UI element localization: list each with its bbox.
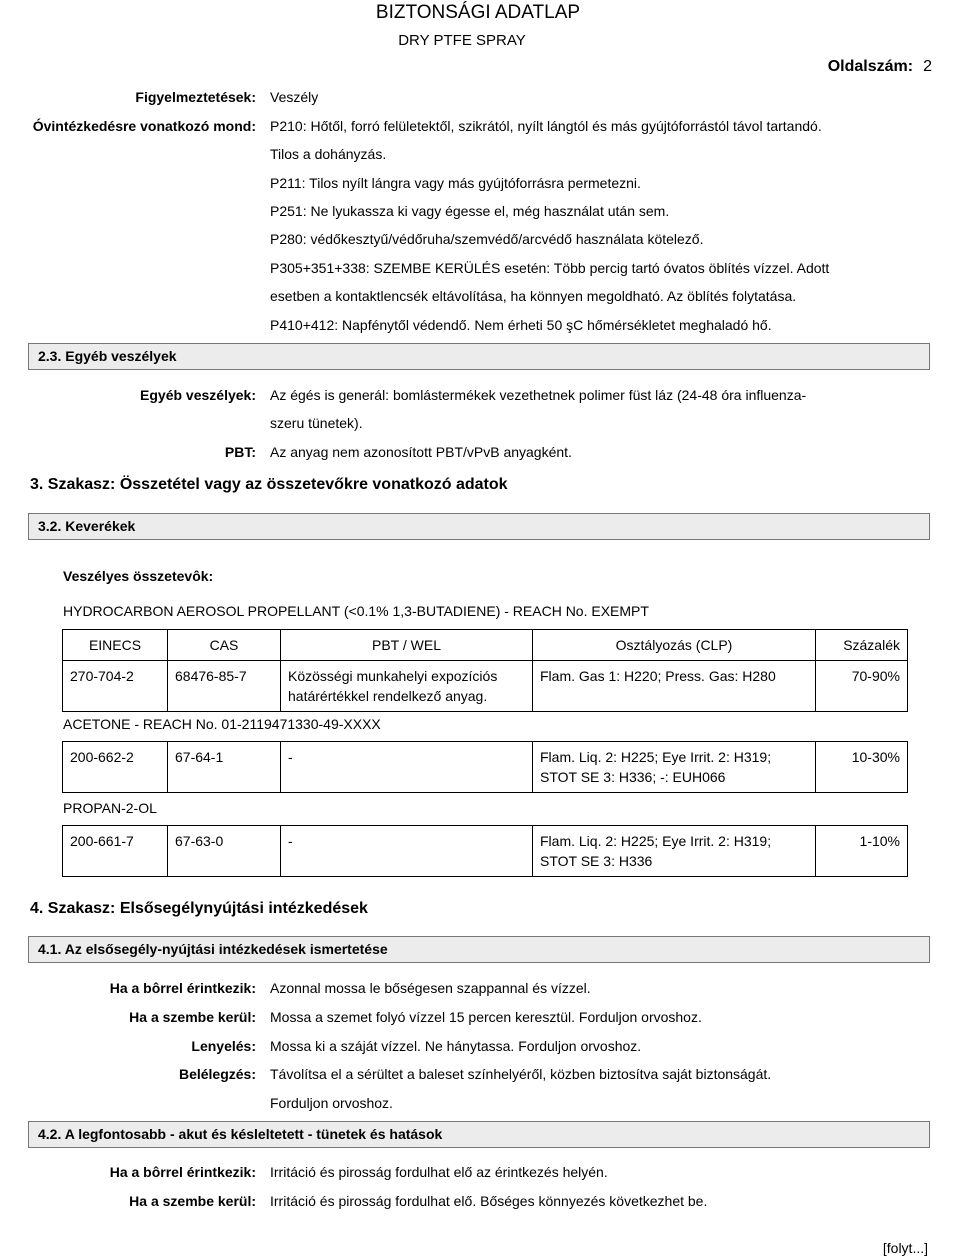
pbt-wel-cell: - bbox=[281, 826, 533, 877]
continued-marker: [folyt...] bbox=[882, 1240, 928, 1256]
first-aid-label: Belélegzés: bbox=[178, 1066, 256, 1082]
subsection-bar-4-2: 4.2. A legfontosabb - akut és késleltetett - tünetek és hatások bbox=[28, 1121, 930, 1148]
symptom-label: Ha a szembe kerül: bbox=[129, 1193, 256, 1209]
page-label: Oldalszám: bbox=[827, 58, 914, 75]
einecs-cell: 200-661-7 bbox=[63, 826, 168, 877]
component-name: ACETONE - REACH No. 01-2119471330-49-XXXX bbox=[63, 716, 381, 732]
page-number: 2 bbox=[923, 58, 932, 75]
subsection-bar-2-3: 2.3. Egyéb veszélyek bbox=[28, 343, 930, 370]
table-row bbox=[63, 826, 908, 877]
precaution-line: Tilos a dohányzás. bbox=[270, 146, 387, 162]
cas-cell: 68476-85-7 bbox=[168, 661, 281, 712]
cell-line: Flam. Liq. 2: H225; Eye Irrit. 2: H319; bbox=[540, 833, 772, 849]
percent-cell: 70-90% bbox=[816, 661, 908, 712]
first-aid-text: Azonnal mossa le bőségesen szappannal és vízzel. bbox=[270, 980, 591, 996]
composition-table bbox=[62, 741, 908, 793]
first-aid-label: Lenyelés: bbox=[191, 1038, 256, 1054]
table-header-row bbox=[63, 630, 908, 661]
column-header: EINECS bbox=[63, 630, 168, 661]
column-header: CAS bbox=[168, 630, 281, 661]
section-3-heading: 3. Szakasz: Összetétel vagy az összetevőkre vonatkozó adatok bbox=[30, 476, 508, 493]
other-hazards-line: Az égés is generál: bomlástermékek vezethetnek polimer füst láz (24-48 óra influenza- bbox=[270, 387, 807, 403]
symptom-text: Irritáció és pirosság fordulhat elő. Bőséges könnyezés következhet be. bbox=[270, 1193, 708, 1209]
column-header: PBT / WEL bbox=[281, 630, 533, 661]
column-header: Osztályozás (CLP) bbox=[533, 630, 816, 661]
symptom-label: Ha a bôrrel érintkezik: bbox=[109, 1164, 256, 1180]
cell-line: STOT SE 3: H336 bbox=[540, 853, 653, 869]
column-header: Százalék bbox=[816, 630, 908, 661]
subsection-bar-4-1: 4.1. Az elsősegély-nyújtási intézkedések ismertetése bbox=[28, 936, 930, 963]
precaution-line: P211: Tilos nyílt lángra vagy más gyújtóforrásra permetezni. bbox=[270, 175, 641, 191]
other-hazards-label: Egyéb veszélyek: bbox=[140, 387, 256, 403]
clp-cell bbox=[533, 742, 816, 793]
clp-cell bbox=[533, 826, 816, 877]
pbt-wel-cell bbox=[281, 661, 533, 712]
first-aid-text: Távolítsa el a sérültet a baleset színhelyéről, közben biztosítva saját biztonságát. bbox=[270, 1066, 772, 1082]
first-aid-label: Ha a szembe kerül: bbox=[129, 1009, 256, 1025]
clp-cell: Flam. Gas 1: H220; Press. Gas: H280 bbox=[533, 661, 816, 712]
product-name: DRY PTFE SPRAY bbox=[398, 32, 526, 49]
cell-line: STOT SE 3: H336; -: EUH066 bbox=[540, 769, 726, 785]
hazardous-ingredients-heading: Veszélyes összetevôk: bbox=[63, 568, 214, 584]
precaution-line: esetben a kontaktlencsék eltávolítása, ha könnyen megoldható. Az öblítés folytatása. bbox=[270, 288, 797, 304]
first-aid-text: Mossa ki a száját vízzel. Ne hánytassa. Forduljon orvoshoz. bbox=[270, 1038, 642, 1054]
component-name: PROPAN-2-OL bbox=[63, 800, 157, 816]
symptom-text: Irritáció és pirosság fordulhat elő az érintkezés helyén. bbox=[270, 1164, 608, 1180]
cell-line: Közösségi munkahelyi expozíciós bbox=[288, 668, 498, 684]
warning-value: Veszély bbox=[270, 89, 319, 105]
cell-line: Flam. Liq. 2: H225; Eye Irrit. 2: H319; bbox=[540, 749, 772, 765]
precaution-line: P410+412: Napfénytől védendő. Nem érheti 50 şC hőmérsékletet meghaladó hő. bbox=[270, 317, 772, 333]
composition-table bbox=[62, 825, 908, 877]
einecs-cell: 270-704-2 bbox=[63, 661, 168, 712]
component-name: HYDROCARBON AEROSOL PROPELLANT (<0.1% 1,3-BUTADIENE) - REACH No. EXEMPT bbox=[63, 603, 649, 619]
pbt-wel-cell: - bbox=[281, 742, 533, 793]
precaution-line: P280: védőkesztyű/védőruha/szemvédő/arcvédő használata kötelező. bbox=[270, 231, 704, 247]
precaution-line: P305+351+338: SZEMBE KERÜLÉS esetén: Több percig tartó óvatos öblítés vízzel. Adott bbox=[270, 260, 830, 276]
percent-cell: 10-30% bbox=[816, 742, 908, 793]
other-hazards-line: szeru tünetek). bbox=[270, 415, 363, 431]
einecs-cell: 200-662-2 bbox=[63, 742, 168, 793]
cas-cell: 67-63-0 bbox=[168, 826, 281, 877]
document-title: BIZTONSÁGI ADATLAP bbox=[375, 2, 581, 23]
first-aid-label: Ha a bôrrel érintkezik: bbox=[109, 980, 256, 996]
first-aid-text: Forduljon orvoshoz. bbox=[270, 1095, 393, 1111]
subsection-bar-3-2: 3.2. Keverékek bbox=[28, 513, 930, 540]
first-aid-text: Mossa a szemet folyó vízzel 15 percen keresztül. Forduljon orvoshoz. bbox=[270, 1009, 702, 1025]
warning-label: Figyelmeztetések: bbox=[135, 89, 256, 105]
precaution-line: P251: Ne lyukassza ki vagy égesse el, még használat után sem. bbox=[270, 203, 670, 219]
precaution-label: Óvintézkedésre vonatkozó mond: bbox=[32, 118, 256, 134]
cell-line: határértékkel rendelkező anyag. bbox=[288, 688, 488, 704]
pbt-value: Az anyag nem azonosított PBT/vPvB anyagként. bbox=[270, 444, 572, 460]
section-4-heading: 4. Szakasz: Elsősegélynyújtási intézkedések bbox=[30, 900, 368, 917]
cas-cell: 67-64-1 bbox=[168, 742, 281, 793]
table-row bbox=[63, 661, 908, 712]
table-row bbox=[63, 742, 908, 793]
composition-table bbox=[62, 629, 908, 712]
percent-cell: 1-10% bbox=[816, 826, 908, 877]
precaution-line: P210: Hőtől, forró felületektől, szikrától, nyílt lángtól és más gyújtóforrástól távol tartandó. bbox=[270, 118, 822, 134]
pbt-label: PBT: bbox=[224, 444, 256, 460]
page-number-block bbox=[828, 58, 932, 76]
